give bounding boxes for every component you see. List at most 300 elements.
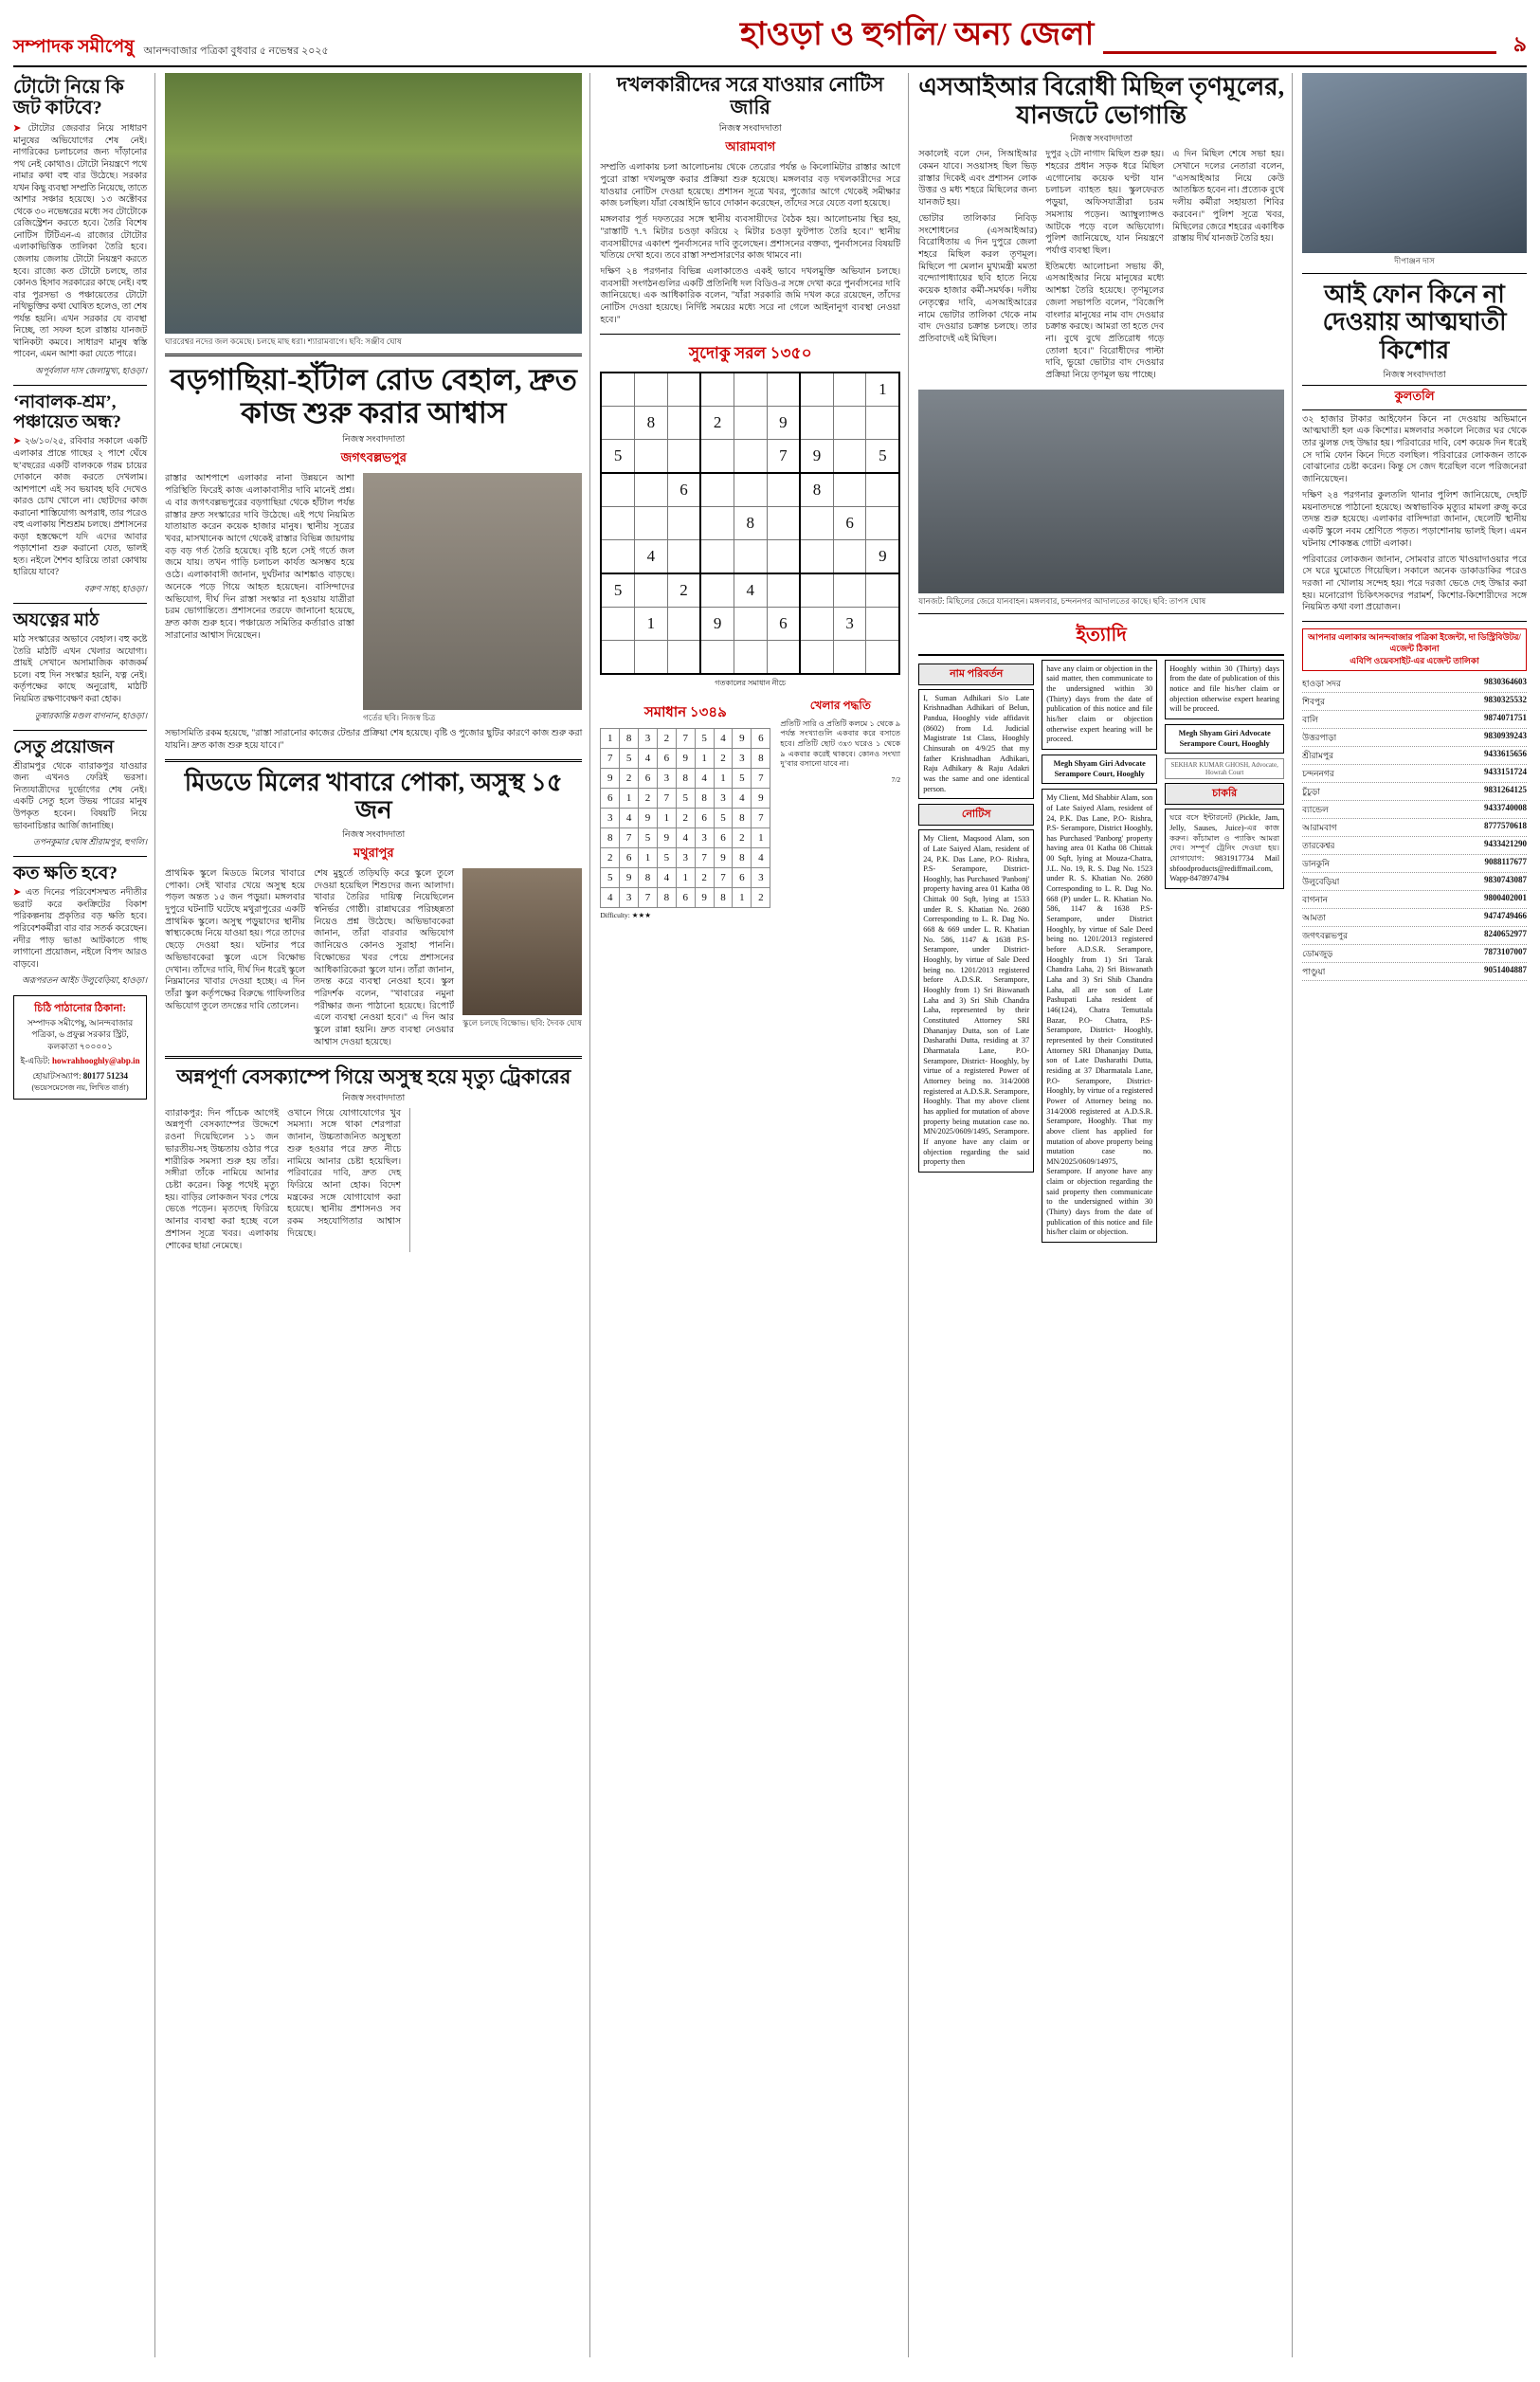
solution-cell: 8 [695,788,714,808]
agent-name: চুঁচুড়া [1302,786,1320,796]
sudoku-cell[interactable] [700,539,734,573]
sir-body-4: ইতিমধ্যে আলোচনা সভায় কী, এসআইআর নিয়ে মানুষের মধ্যে আশঙ্কা তৈরি হয়েছে। তৃণমূলের জেলা সভাপতি বলেন, "বিজেপি বাংলার মানুষের নাম বাদ দেওয়ার চক্রান্ত করছে। আমরা তা হতে দেব না। বুথে বুথে প্রতিরোধ গড়ে তোলা হবে।" বিরোধীদের পাল্টা দাবি, ভুয়ো ভোটার বাদ দেওয়ার প্রক্রিয়া নিয়ে তৃণমূল ভয় পাচ্ছে। [1045,262,1165,381]
sudoku-cell[interactable] [767,640,800,674]
sudoku-cell[interactable] [734,373,767,407]
letter-sign-2: বরুণ সাহা, হাওড়া। [83,584,148,594]
agent-number: 9830364603 [1484,676,1527,686]
agent-name: ডোমজুড় [1302,948,1333,958]
agent-number: 9800402001 [1484,892,1527,902]
sudoku-rules: প্রতিটি সারি ও প্রতিটি কলমে ১ থেকে ৯ পর্যন্ত সংখ্যাগুলি একবার করে বসাতে হবে। প্রতিটি ছোট ৩x৩ ঘরেও ১ থেকে ৯ একবার করেই থাকবে। কোনও সংখ্যা দু’বার বসানো যাবে না। [780,718,901,769]
sudoku-cell[interactable] [734,439,767,473]
solution-cell: 8 [752,748,770,768]
sudoku-credit: গতকালের সমাধান নীচে [715,678,787,687]
iphone-byline: নিজস্ব সংবাদদাতা [1383,370,1446,380]
solution-cell: 5 [676,788,695,808]
solution-cell: 2 [752,887,770,907]
agent-number: 9051404887 [1484,964,1527,974]
solution-cell: 7 [601,748,620,768]
masthead-rule [1103,51,1495,54]
midday-body: প্রাথমিক স্কুলে মিডডে মিলের খাবারে পোকা। সেই খাবার খেয়ে অসুস্থ হয়ে পড়ল অন্তত ১৫ জন পড়ুয়া। মঙ্গলবার দুপুরে ঘটনাটি ঘটেছে মথুরাপুরের একটি প্রাথমিক স্কুলে। অসুস্থ পড়ুয়াদের স্থানীয় স্বাস্থ্যকেন্দ্রে নিয়ে যাওয়া হয়। পরে তাদের ছেড়ে দেওয়া হয়। ঘটনার পরে অভিভাবকেরা স্কুলে এসে বিক্ষোভ দেখান। তাঁদের দাবি, দীর্ঘ দিন ধরেই স্কুলে নিম্নমানের খাবার দেওয়া হচ্ছে। এ দিন তাঁরা স্কুল কর্তৃপক্ষের বিরুদ্ধে গাফিলতির অভিযোগ তুলে তদন্তের দাবি তোলেন। [165,868,306,1011]
sudoku-cell[interactable] [700,640,734,674]
sudoku-cell[interactable]: 2 [667,573,700,608]
sudoku-cell[interactable] [700,506,734,539]
agent-name: জগৎবল্লভপুর [1302,930,1349,940]
solution-cell: 3 [695,827,714,847]
road-story-note: সভাসমিতি রকম হয়েছে, "রাস্তা সারানোর কাজের টেন্ডার প্রক্রিয়া শেষ হয়েছে। বৃষ্টি ও পুজোর ছুটির কারণে কাজ শুরু করা যায়নি। দ্রুত কাজ শুরু হয়ে যাবে।" [165,729,583,751]
sudoku-cell[interactable] [667,539,700,573]
solution-cell: 9 [714,847,733,867]
solution-cell: 5 [601,867,620,887]
sudoku-cell[interactable] [601,640,634,674]
sudoku-cell[interactable]: 7 [767,439,800,473]
solution-cell: 2 [620,768,639,788]
classified-jobs-head: চাকরি [1165,783,1284,805]
solution-cell: 3 [639,728,658,748]
sudoku-cell[interactable] [833,640,866,674]
solution-cell: 9 [695,887,714,907]
contact-address: সম্পাদক সমীপেষু, আনন্দবাজার পত্রিকা, ৬ প্রফুল্ল সরকার স্ট্রিট, কলকাতা ৭০০০০১ [27,1017,134,1051]
solution-cell: 4 [714,728,733,748]
annapurna-byline: নিজস্ব সংবাদদাতা [342,1093,406,1103]
agent-number: 9874071751 [1484,712,1527,722]
solution-cell: 4 [620,808,639,827]
solution-cell: 5 [657,847,676,867]
solution-cell: 6 [714,827,733,847]
sudoku-cell[interactable] [833,439,866,473]
right-column [1302,73,1527,2357]
midday-body2: শেষ মুহূর্তে তড়িঘড়ি করে স্কুলে তুলে দেওয়া হয়েছিল শিশুদের জন্য আলাদা। খাবার তৈরির দায়িত্ব নিয়েছিলেন স্বনির্ভর গোষ্ঠী। রান্নাঘরের পরিচ্ছন্নতা নিয়েও প্রশ্ন উঠেছে। অভিভাবকেরা জানান, তাঁরা বারবার অভিযোগ জানিয়েও কোনও সুরাহা পাননি। বিক্ষোভের খবর পেয়ে প্রশাসনের আধিকারিকেরা স্কুলে যান। তাঁরা জানান, তদন্ত করে ব্যবস্থা নেওয়া হবে। স্কুল পরিদর্শক বলেন, "খাবারের নমুনা পরীক্ষার জন্য পাঠানো হয়েছে। রিপোর্ট এলে ব্যবস্থা নেওয়া হবে।" এ দিন আর স্কুলে রান্না হয়নি। দ্রুত ব্যবস্থা নেওয়ার আশ্বাস দেওয়া হয়েছে। [314,868,455,1047]
sudoku-cell[interactable] [635,640,668,674]
solution-cell: 6 [752,728,770,748]
solution-cell: 8 [733,808,752,827]
sir-body-5: এ দিন মিছিল শেষে সভা হয়। সেখানে দলের নেতারা বলেন, "এসআইআর নিয়ে কেউ আতঙ্কিত হবেন না। প্রত্যেক বুথে দলীয় কর্মীরা সহায়তা শিবির করবেন।" পুলিশ সূত্রে খবর, মিছিলের জেরে শহরের একাধিক রাস্তায় দীর্ঘ যানজট তৈরি হয়। [1172,150,1285,245]
midday-photo [462,868,582,1015]
solution-cell: 7 [639,887,658,907]
sir-body-1: সকালেই বলে দেন, সিআইআর কেমন যাবে। সওয়াসহ ছিল ভিড় রাস্তার দিকেই এবং প্রশাসন লোক উত্তর ও মধ্য শহরে মিছিলের জন্য যানজট হয়। [918,150,1038,209]
letter-sign-4: তপনকুমার ঘোষ শ্রীরামপুর, হুগলি। [33,837,148,847]
solution-cell: 6 [601,788,620,808]
sudoku-cell[interactable] [601,473,634,507]
solution-cell: 6 [733,867,752,887]
contact-email[interactable]: howrahhooghly@abp.in [51,1056,140,1066]
classified-name-change-head: নাম পরিবর্তন [918,664,1034,685]
agent-row[interactable] [1302,747,1527,765]
midday-byline: নিজস্ব সংবাদদাতা [342,829,406,840]
solution-cell: 6 [639,768,658,788]
solution-cell: 8 [601,827,620,847]
sudoku-cell[interactable] [700,439,734,473]
bullet-icon: ➤ [13,124,21,134]
sudoku-cell[interactable] [767,473,800,507]
sudoku-cell[interactable] [833,373,866,407]
solution-cell: 3 [714,788,733,808]
bullet-icon: ➤ [13,888,21,899]
agent-name: শ্রীরামপুর [1302,750,1334,760]
notice-body: সম্প্রতি এলাকায় চলা আলোচনায় থেকে তেরোর পর্যন্ত ৬ কিলোমিটার রাস্তার আগে পুরো রাস্তা দখলমুক্ত করার প্রক্রিয়া শুরু হয়েছে। মঙ্গলবার বড় দখলকারীদের সরে যাওয়ার নোটিস দেওয়া হয়েছে। প্রশাসন সূত্রে খবর, পুজোর আগে থেকেই সমীক্ষার কাজ চলছিল। যাঁরা বেআইনি ভাবে দোকান করেছেন, তাঁদের সরে যেতে বলা হয়েছে। [600,163,901,209]
agent-number: 8777570618 [1484,820,1527,830]
iphone-headline: আই ফোন কিনে না দেওয়ায় আত্মঘাতী কিশোর [1322,280,1507,364]
sudoku-cell[interactable] [800,506,833,539]
agent-number: 9474749466 [1484,910,1527,920]
contact-note: (ভয়েসমেসেজ নয়, লিখিত বার্তা) [31,1082,129,1092]
sudoku-cell[interactable] [667,607,700,640]
sudoku-cell[interactable]: 3 [833,607,866,640]
sudoku-cell[interactable] [767,573,800,608]
sudoku-cell[interactable] [734,406,767,439]
solution-cell: 1 [752,827,770,847]
sudoku-cell[interactable] [700,473,734,507]
sir-story-column [918,73,1293,2357]
solution-cell: 1 [620,788,639,808]
sudoku-cell[interactable] [734,473,767,507]
agent-number: 9088117677 [1484,856,1527,866]
agent-row[interactable] [1302,783,1527,801]
solution-cell: 8 [714,887,733,907]
sudoku-cell[interactable] [667,506,700,539]
notice-body2: মঙ্গলবার পূর্ত দফতরের সঙ্গে স্থানীয় ব্যবসায়ীদের বৈঠক হয়। আলোচনায় স্থির হয়, "রাস্তাটি ৭.৭ মিটার চওড়া করিয়ে ২ মিটার চওড়া ফুটপাত তৈরি হবে।" স্থানীয় ব্যবসায়ীদের একাংশ পুনর্বাসনের দাবি তুলেছেন। প্রশাসনের বক্তব্য, পুনর্বাসনের বিষয়টি খতিয়ে দেখা হবে। তবে রাস্তা সম্প্রসারণের কাজ থামবে না। [600,215,901,262]
sudoku-cell[interactable] [833,473,866,507]
sudoku-cell[interactable] [833,539,866,573]
solution-cell: 2 [601,847,620,867]
sudoku-cell[interactable] [866,607,899,640]
notice-column [600,73,909,2357]
agent-row[interactable] [1302,801,1527,819]
sudoku-cell[interactable]: 1 [866,373,899,407]
agent-number: 9433421290 [1484,838,1527,848]
sudoku-cell[interactable] [734,607,767,640]
solution-cell: 3 [620,887,639,907]
sudoku-cell[interactable] [767,506,800,539]
agent-number: 8240652977 [1484,928,1527,938]
agent-name: শিবপুর [1302,696,1326,706]
sudoku-cell[interactable]: 6 [667,473,700,507]
sudoku-cell[interactable] [700,573,734,608]
agents-header-line1: আপনার এলাকার আনন্দবাজার পত্রিকা ইজেন্টা, দা ডিস্ট্রিবিউটর/ এজেন্ট ঠিকানা [1308,632,1521,653]
sudoku-cell[interactable] [800,539,833,573]
agent-row[interactable] [1302,693,1527,711]
solution-cell: 9 [601,768,620,788]
solution-cell: 9 [676,748,695,768]
solution-cell: 7 [695,847,714,867]
agent-number: 9830939243 [1484,730,1527,740]
classified-advocate: Megh Shyam Giri Advocate Serampore Court, Hooghly [1042,755,1157,784]
solution-cell: 5 [733,768,752,788]
solution-cell: 1 [657,808,676,827]
agent-row[interactable] [1302,765,1527,783]
solution-cell: 7 [676,728,695,748]
sudoku-cell[interactable] [635,573,668,608]
solution-cell: 5 [714,808,733,827]
agent-number: 9830743087 [1484,874,1527,884]
solution-cell: 6 [695,808,714,827]
agent-name: চন্দননগর [1302,768,1334,778]
notice-byline: নিজস্ব সংবাদদাতা [718,124,782,135]
solution-cell: 9 [752,788,770,808]
contact-whatsapp[interactable]: 80177 51234 [82,1070,128,1081]
midday-headline: মিডডে মিলের খাবারে পোকা, অসুস্থ ১৫ জন [184,768,563,825]
iphone-body2: দক্ষিণ ২৪ পরগনার কুলতলি থানার পুলিশ জানিয়েছে, দেহটি ময়নাতদন্তে পাঠানো হয়েছে। অস্বাভাবিক মৃত্যুর মামলা রুজু করে তদন্ত শুরু হয়েছে। এলাকার বাসিন্দারা জানান, ছেলেটি স্থানীয় একটি স্কুলে নবম শ্রেণিতে পড়ত। পড়াশোনায় ভালই ছিল। এমন ঘটনায় শোকস্তব্ধ গোটা এলাকা। [1302,490,1527,549]
sudoku-cell[interactable]: 5 [601,439,634,473]
sudoku-cell[interactable] [767,539,800,573]
contact-title: চিঠি পাঠানোর ঠিকানা: [34,1003,127,1015]
solution-title: সমাধান ১৩৪৯ [643,704,727,720]
solution-cell: 6 [657,748,676,768]
sudoku-cell[interactable] [601,373,634,407]
solution-cell: 7 [620,827,639,847]
sudoku-cell[interactable] [866,473,899,507]
sudoku-solution-grid [600,728,770,908]
agent-row[interactable] [1302,963,1527,981]
notice-place: আরামবাগ [725,139,776,155]
annapurna-spacer [409,1108,582,1253]
sudoku-cell[interactable] [601,506,634,539]
sudoku-cell[interactable] [800,406,833,439]
river-photo-caption: ঘাররেশ্বর নদের জল কমেছে। চলছে মাছ ধরা। শ্যারামবাগে। ছবি: সঞ্জীব ঘোষ [165,336,402,346]
agent-number: 9433151724 [1484,766,1527,776]
sudoku-cell[interactable] [833,573,866,608]
solution-cell: 1 [639,847,658,867]
sudoku-cell[interactable] [800,373,833,407]
solution-cell: 8 [733,847,752,867]
solution-cell: 3 [752,867,770,887]
agent-name: আরামবাগ [1302,822,1337,832]
agent-name: ব্যান্ডেল [1302,804,1329,814]
sudoku-rules-title: খেলার পদ্ধতি [809,698,871,712]
solution-cell: 3 [733,748,752,768]
letter-body-1: টোটোর জেরবার নিয়ে সাধারণ মানুষের অভিযোগের শেষ নেই। নাগরিকের চলাচলের জন্য দাঁড়ানোর পথ নেই কোথাও। টোটো নিয়ন্ত্রণে পথে নামার কথা বহু বার উঠেছে। সরকার যখন কিছু ব্যবস্থা সম্প্রতি নিয়েছে, তাতে আশার সঞ্চার হয়েছে। ১৩ অক্টোবর থেকে ৩০ নভেম্বরের মধ্যে সব টোটোকে রেজিস্ট্রেশন করতে হবে। তৈরি বিশেষ নোটিস টিটিএন-এ রাজ্যের টোটোর এলাকাভিত্তিক তালিকা তৈরি হবে। জেলায় জেলায় টোটো নিয়ন্ত্রণ করতে হবে। রাজ্যে কত টোটো চলছে, তার কোনও হিসাব সরকারের কাছে নেই। বহু বার পুরসভা ও পঞ্চায়েতের টোটো নথিভুক্তির কথা ঘোষিত হলেও, তা শেষ পর্যন্ত হয়নি। এখন সরকার যে ব্যবস্থা নিচ্ছে, তা সফল হলে রাস্তায় যানজট খানিকটা কমবে। সাধারণ মানুষ স্বস্তি পাবেন, এমন আশা করা যেতে পারে। [13,124,148,360]
section-title: হাওড়া ও হুগলি/ অন্য জেলা [740,17,1095,52]
solution-cell: 5 [620,748,639,768]
agent-row[interactable] [1302,675,1527,693]
sir-headline: এসআইআর বিরোধী মিছিল তৃণমূলের, যানজটে ভোগান্তি [918,73,1285,129]
sudoku-cell[interactable] [635,506,668,539]
contact-email-label: ই-এডিট: [20,1056,50,1066]
agent-name: হাওড়া সদর [1302,678,1341,688]
sudoku-cell[interactable]: 9 [866,539,899,573]
agents-header-line2: এবিপি ওয়েবসাইট-এর এজেন্ট তালিকা [1350,656,1479,666]
traffic-photo-caption: যানজট: মিছিলের জেরে যানবাহন। মঙ্গলবার, চন্দননগর আদালতের কাছে। ছবি: তাপস ঘোষ [918,595,1206,606]
sudoku-cell[interactable] [635,373,668,407]
sudoku-cell[interactable] [734,640,767,674]
page-number: ৯ [1513,32,1527,56]
sudoku-cell[interactable] [635,473,668,507]
midday-place: মথুরাপুর [353,845,394,860]
sir-body-3: দুপুর ২টো নাগাদ মিছিল শুরু হয়। শহরের প্রধান সড়ক ধরে মিছিল এগোনোয় কয়েক ঘণ্টা যান চলাচল ব্যাহত হয়। স্কুলফেরত পড়ুয়া, অফিসযাত্রীরা চরম সমস্যায় পড়েন। অ্যাম্বুল্যান্সও আটকে পড়ে বলে অভিযোগ। পুলিশ জানিয়েছে, যান নিয়ন্ত্রণে পর্যাপ্ত ব্যবস্থা ছিল। [1045,150,1165,256]
sudoku-cell[interactable]: 8 [635,406,668,439]
sudoku-cell[interactable]: 8 [734,506,767,539]
traffic-photo [918,390,1284,593]
solution-cell: 2 [676,808,695,827]
letter-headline-4: সেতু প্রয়োজন [13,736,115,757]
solution-cell: 4 [676,827,695,847]
road-photo [363,473,582,710]
agent-row[interactable] [1302,819,1527,837]
sudoku-cell[interactable] [601,406,634,439]
sudoku-grid[interactable] [600,372,900,675]
notice-body3: দক্ষিণ ২৪ পরগনার বিভিন্ন এলাকাতেও একই ভাবে দখলমুক্তি অভিযান চলছে। ব্যবসায়ী সংগঠনগুলির একটি প্রতিনিধি দল বিডিও-র সঙ্গে দেখা করে পুনর্বাসনের দাবি জানিয়েছে। এক আধিকারিক বলেন, "যাঁরা সরকারি জমি দখল করে রয়েছেন, তাঁদের নোটিস দেওয়া হয়েছে। নির্দিষ্ট সময়ের মধ্যে সরে না গেলে আইনানুগ ব্যবস্থা নেওয়া হবে।" [600,267,901,325]
agent-name: তারকেশ্বর [1302,840,1335,850]
agent-row[interactable] [1302,729,1527,747]
letter-sign-5: অরূপরতন আইচ উলুবেড়িয়া, হাওড়া। [22,975,148,986]
sudoku-cell[interactable] [734,539,767,573]
letter-headline-1: টোটো নিয়ে কি জট কাটবে? [13,77,124,118]
contact-whatsapp-label: হোয়াটসঅ্যাপ: [32,1070,82,1081]
sudoku-cell[interactable]: 4 [635,539,668,573]
letter-body-2: ২৬/১০/২৫, রবিবার সকালে একটি এলাকার প্রান্তে গাছের ২ পাশে ঘেঁষে ছ’বছরের একটি বালককে গরম চায়ের দোকানে কাজ করতে দেখলাম। আশপাশে এই সব ভয়াবহ ছবি দেখেও কারও চোখ খোলে না। ছোটদের কাজ করানো শাস্তিযোগ্য অপরাধ, তার পরেও বহু এলাকায় শিশুশ্রম চলছে। প্রশাসনের কড়া হস্তক্ষেপে যদি এদের আবার পড়াশোনা শুরু করানো যেত, ভালই হত। নইলে শৈশব হারিয়ে তারা কোথায় হারিয়ে যাবে? [13,437,148,578]
sudoku-cell[interactable] [601,607,634,640]
sudoku-cell[interactable]: 9 [800,439,833,473]
notice-headline: দখলকারীদের সরে যাওয়ার নোটিস জারি [616,73,884,119]
sudoku-cell[interactable] [667,640,700,674]
person-photo-caption: দীপাঞ্জন দাস [1394,256,1435,265]
annapurna-headline: অন্নপূর্ণা বেসক্যাম্পে গিয়ে অসুস্থ হয়ে মৃত্যু ট্রেকারের [176,1064,571,1088]
solution-cell: 9 [733,728,752,748]
sudoku-cell[interactable]: 5 [866,439,899,473]
solution-cell: 9 [639,808,658,827]
sudoku-cell[interactable]: 6 [767,607,800,640]
sudoku-cell[interactable] [800,573,833,608]
solution-cell: 8 [657,887,676,907]
sudoku-cell[interactable] [700,373,734,407]
solution-cell: 2 [657,728,676,748]
solution-cell: 6 [620,847,639,867]
sudoku-cell[interactable]: 2 [700,406,734,439]
classified-title: ইত্যাদি [918,621,1284,656]
letter-headline-2: ‘নাবালক-শ্রম’, পঞ্চায়েত অন্ধ? [13,391,121,433]
letter-body-3: মাঠ সংস্কারের অভাবে বেহাল। বহু কষ্টে তৈরি মাঠটি এখন খেলার অযোগ্য। প্রায়ই সেখানে অসামাজিক কাজকর্ম চলে। বহু দিন সংস্কার হয়নি, যত্ন নেই। কর্তৃপক্ষের কাছে অনুরোধ, মাঠটি নিয়মিত রক্ষণাবেক্ষণ করা হোক। [13,635,148,705]
solution-cell: 2 [695,867,714,887]
agent-row[interactable] [1302,855,1527,873]
agent-row[interactable] [1302,837,1527,855]
sudoku-cell[interactable]: 1 [635,607,668,640]
sudoku-cell[interactable] [667,439,700,473]
sudoku-difficulty: Difficulty: ★★★ [600,910,651,919]
solution-cell: 2 [714,748,733,768]
sudoku-cell[interactable] [635,439,668,473]
solution-cell: 1 [733,887,752,907]
sudoku-cell[interactable]: 8 [800,473,833,507]
agent-row[interactable] [1302,909,1527,927]
masthead [13,9,1527,67]
agent-number: 9831264125 [1484,784,1527,794]
solution-cell: 4 [657,867,676,887]
letter-sign-3: তুষারকান্তি মণ্ডল বাগনান, হাওড়া। [34,710,148,720]
solution-cell: 4 [752,847,770,867]
agent-name: বাগনান [1302,894,1328,904]
annapurna-body: ব্যারাকপুর: দিন পাঁচেক আগেই অন্নপূর্ণা বেসক্যাম্পের উদ্দেশে রওনা দিয়েছিলেন ১১ জন ভারতীয়-সহ উচ্চতায় ওঠার পরে শারীরিক সমস্যা শুরু হয় তাঁর। সঙ্গীরা তাঁকে নামিয়ে আনার চেষ্টা করেন। কিন্তু পথেই মৃত্যু হয়। বাড়ির লোকজন খবর পেয়ে ভেঙে পড়েন। মৃতদেহ ফিরিয়ে আনার ব্যবস্থা করা হচ্ছে বলে প্রশাসন সূত্রে খবর। এলাকায় শোকের ছায়া নেমেছে। [165,1108,280,1251]
sudoku-cell[interactable]: 9 [767,406,800,439]
sudoku-cell[interactable]: 9 [700,607,734,640]
agents-list [1302,675,1527,981]
solution-cell: 7 [752,808,770,827]
agent-row[interactable] [1302,711,1527,729]
solution-cell: 1 [714,768,733,788]
classified-ad: I, Suman Adhikari S/o Late Krishnadhan Adhikari of Belun, Pandua, Hooghly vide affidavit (8602) from I.d. Judicial Magistrate 1st Class, Hooghly Chinsurah on 4/9/25 that my father Krishnadhan Adhikari, Raju Adhikary & Raju Adakri was the same and one identical person. [918,689,1034,800]
sudoku-cell[interactable] [866,406,899,439]
agent-name: ডানকুনি [1302,858,1330,868]
solution-cell: 4 [601,887,620,907]
solution-cell: 2 [639,788,658,808]
solution-cell: 7 [714,867,733,887]
sudoku-cell[interactable] [866,506,899,539]
sudoku-cell[interactable] [833,406,866,439]
agent-number: 7873107007 [1484,946,1527,956]
sir-byline: নিজস্ব সংবাদদাতা [1070,135,1133,145]
sudoku-cell[interactable] [866,573,899,608]
iphone-place: কুলতলি [1302,385,1527,410]
solution-cell: 1 [676,867,695,887]
classified-advocate: Megh Shyam Giri Advocate Serampore Court, Hooghly [1165,724,1284,754]
agent-row[interactable] [1302,945,1527,963]
road-story-place: জগৎবল্লভপুর [340,450,407,465]
road-story-byline: নিজস্ব সংবাদদাতা [342,435,406,445]
solution-cell: 1 [601,728,620,748]
solution-cell: 8 [639,867,658,887]
agent-row[interactable] [1302,891,1527,909]
classified-ad: My Client, Md Shabbir Alam, son of Late Saiyed Alam, resident of 24, P.K. Das Lane, P.O- Rishra, P.S- Serampore, District Hooghly, has Purchased 'Panborg' property having area 01 Katha 08 Chittak 00 Sqft, lying at Mouza-Chatra, J.L. No. 19, R. S. Dag No. 1523 under R. S. Khatian No. 2680 Corresponding to L. R. Dag No. 668 (P) under L. R. Khatian No. 586, 1147 & 1638 P.S- Serampore, under District Hooghly, by virtue of Sale Deed being no. 1201/2013 registered before A.D.S.R. Serampore, Hooghly from 1) Sri Tarak Chandra Laha, 2) Sri Biswanath Laha and 3) Sri Shib Chandra Laha, all are son of Late Pashupati Laha resident of 146(124), Chatra Temuttala Bazar, P.O- Chatra, P.S- Serampore, District- Hooghly, represented by their Constituted Attorney SRI Dhananjay Dutta, son of Late Dasharathi Dutta, residing at 37 Dharmatala Lane, P.O- Serampore, District- Hooghly, by virtue of a registered Power of Attorney being no. 314/2008 registered at A.D.S.R. Serampore, Hooghly. That my above client has applied for mutation of above property being mutation case no. MN/2025/0609/14975, Serampore. If anyone have any claim or objection regarding the said property then communicate to the undersigned within 30 (Thirty) days from the date of publication of this notice and file his/her claim or objection. [1042,789,1157,1243]
agent-name: উত্তরপাড়া [1302,732,1337,742]
solution-cell: 8 [676,768,695,788]
sudoku-cell[interactable] [800,607,833,640]
solution-cell: 4 [639,748,658,768]
midday-photo-caption: স্কুলে চলছে বিক্ষোভ। ছবি: দৈবক ঘোষ [462,1017,582,1027]
solution-cell: 9 [657,827,676,847]
sudoku-cell[interactable]: 4 [734,573,767,608]
river-photo [165,73,582,334]
sudoku-page-mark: 7/2 [891,774,901,784]
solution-cell: 3 [676,847,695,867]
letter-sign-1: অপূর্বলাল দাস জেলামুখ্য, হাওড়া। [35,365,148,375]
sudoku-cell[interactable]: 6 [833,506,866,539]
bullet-icon: ➤ [13,437,21,447]
sudoku-title: সুদোকু সরল ১৩৫০ [688,343,812,362]
solution-cell: 4 [733,788,752,808]
letters-column [13,73,155,2357]
agent-number: 9433615656 [1484,748,1527,758]
agents-header [1302,628,1527,671]
sudoku-cell[interactable] [667,373,700,407]
agent-name: বালি [1302,714,1319,724]
iphone-body3: পরিবারের লোকজন জানান, সোমবার রাতে খাওয়াদাওয়ার পরে সে ঘরে ঘুমোতে গিয়েছিল। সকালে অনেক ডাকাডাকির পরেও দরজা না খোলায় সন্দেহ হয়। পরে দরজা ভেঙে দেহ উদ্ধার করা হয়। মনোরোগ চিকিৎসকদের পরামর্শ, কিশোর-কিশোরীদের সঙ্গে নিয়মিত কথা বলা প্রয়োজন। [1302,555,1527,613]
classified-notice-head: নোটিস [918,804,1034,826]
solution-cell: 4 [695,768,714,788]
agent-row[interactable] [1302,873,1527,891]
person-photo [1302,73,1527,253]
classified-ad: have any claim or objection in the said matter, then communicate to the undersigned within 30 (Thirty) days from the date of publication of this notice and file his/her claim or objection otherwise expert hearing will be proceed. [1042,660,1157,750]
editorial-label: সম্পাদক সমীপেষু [13,37,135,57]
sudoku-cell[interactable] [667,406,700,439]
agent-number: 9830325532 [1484,694,1527,704]
sudoku-cell[interactable] [800,640,833,674]
sudoku-cell[interactable] [767,373,800,407]
agent-number: 9433740008 [1484,802,1527,812]
classified-ad: My Client, Maqsood Alam, son of Late Saiyed Alam, resident of 24, P.K. Das Lane, P.O- Rishra, P.S- Serampore, District- Hooghly, has Purchased 'Panbonj' property having area 01 Katha 08 Chittak 00 Sqft, lying at 1533 under R. S. Khatian No. 2680 Corresponding to L. R. Dag No. 668 & 669 under L. R. Khatian No. 586, 1147 & 1638 P.S- Serampore, under District- Hooghly, by virtue of Sale Deed being no. 1201/2013 registered before A.D.S.R. Serampore, Hooghly from 1) Sri Biswanath Laha and 3) Sri Shib Chandra Laha, represented by their Constituted Attorney SRI Dhananjay Dutta, son of Late Dasharathi Dutta, residing at 37 Dharmatala Lane, P.O- Serampore, District- Hooghly, by virtue of a registered Power of Attorney being no. 314/2008 registered at A.D.S.R. Serampore, Hooghly. That my above client has applied for mutation of above property being mutation case no. MN/2025/0609/1495, Serampore. If anyone have any claim or objection regarding the said property then [918,829,1034,1173]
agent-name: পাণ্ডুয়া [1302,966,1326,976]
solution-cell: 3 [601,808,620,827]
sir-body-2: ভোটার তালিকার নিবিড় সংশোধনের (এসআইআর) বিরোধিতায় এ দিন দুপুরে জেলা শহরে মিছিল করল তৃণমূল। মিছিলে পা মেলান মুখ্যমন্ত্রী মমতা বন্দ্যোপাধ্যায়ের ছবি হাতে নিয়ে কয়েক হাজার কর্মী-সমর্থক। দলীয় নেতৃত্বের দাবি, এসআইআরের নামে ভোটার তালিকা থেকে নাম বাদ দেওয়ার চক্রান্ত চলছে। তার প্রতিবাদেই এই মিছিল। [918,213,1038,345]
agent-row[interactable] [1302,927,1527,945]
sudoku-cell[interactable] [866,640,899,674]
sudoku-cell[interactable] [601,539,634,573]
letter-body-4: শ্রীরামপুর থেকে ব্যারাকপুর যাওয়ার জন্য এখনও ফেরিই ভরসা। নিত্যযাত্রীদের দুর্ভোগের শেষ নেই। একটি সেতু হলে উভয় পারের মানুষ উপকৃত হবেন। বিষয়টি নিয়ে ভাবনাচিন্তার আর্জি জানাচ্ছি। [13,761,148,831]
solution-cell: 5 [695,728,714,748]
solution-cell: 8 [620,728,639,748]
classified-stamp: SEKHAR KUMAR GHOSH, Advocate, Howrah Court [1165,758,1284,779]
annapurna-body2: ওখানে গিয়ে যোগাযোগের খুব সমস্যা। সঙ্গে থাকা শেরপারা জানান, উচ্চতাজনিত অসুস্থতা শুরু হওয়ার পরে দ্রুত নীচে নামিয়ে আনার চেষ্টা হয়েছিল। পরিবারের দাবি, দ্রুত দেহ ফিরিয়ে আনা হোক। বিদেশ মন্ত্রকের সঙ্গে যোগাযোগ করা হয়েছে। স্থানীয় প্রশাসনও সব রকম সহযোগিতার আশ্বাস দিয়েছে। [287,1108,402,1239]
sudoku-cell[interactable]: 5 [601,573,634,608]
road-story-headline: বড়গাছিয়া-হাঁটাল রোড বেহাল, দ্রুত কাজ শুরু করার আশ্বাস [170,362,577,430]
letter-headline-3: অযত্নের মাঠ [13,610,100,631]
